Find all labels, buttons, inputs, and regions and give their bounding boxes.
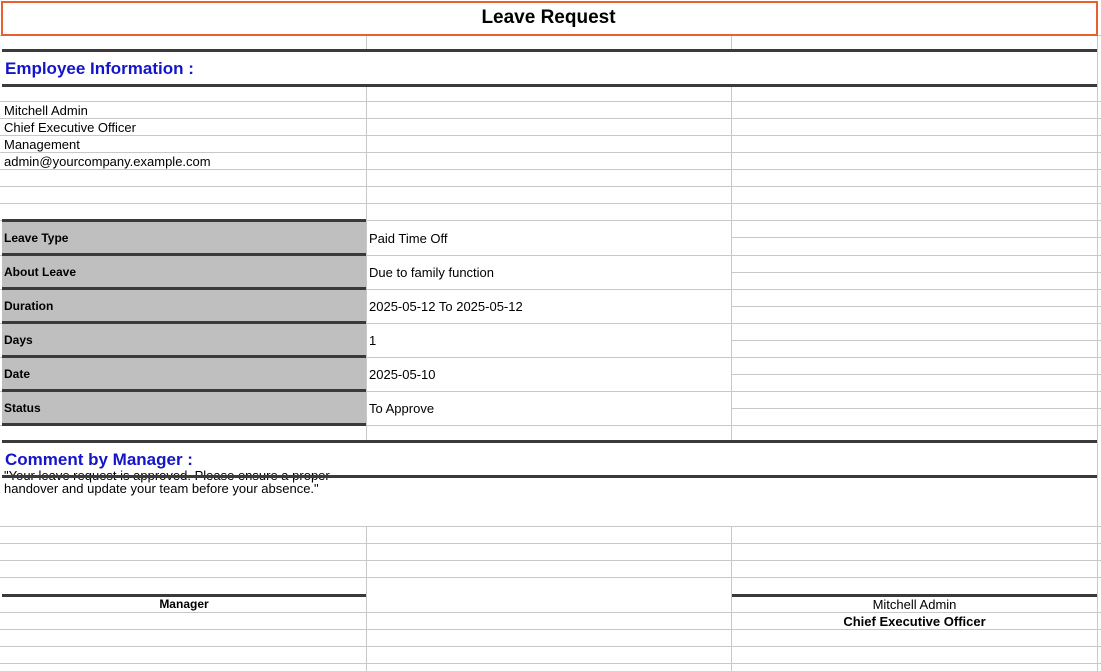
grid-line: [0, 543, 1101, 544]
signatory-name: Mitchell Admin: [872, 597, 957, 612]
grid-line: [732, 408, 1101, 409]
page-title: Leave Request: [481, 7, 616, 28]
about-leave-label: About Leave: [4, 265, 77, 279]
grid-line: [731, 86, 732, 441]
employee-job-title: Chief Executive Officer: [4, 120, 136, 135]
days-value: 1: [369, 333, 377, 348]
grid-line: [0, 203, 1101, 204]
label-cell-fill: [2, 392, 366, 425]
grid-line: [0, 577, 1101, 578]
employee-info-heading: Employee Information :: [5, 59, 194, 78]
grid-line: [732, 272, 1101, 273]
table-rule: [2, 321, 366, 324]
grid-line: [732, 306, 1101, 307]
duration-value: 2025-05-12 To 2025-05-12: [369, 299, 523, 314]
grid-line: [366, 526, 367, 671]
status-label: Status: [4, 401, 41, 415]
grid-line: [0, 646, 1101, 647]
days-label: Days: [4, 333, 33, 347]
label-cell-fill: [2, 290, 366, 323]
grid-line: [732, 237, 1101, 238]
table-rule: [2, 219, 366, 222]
status-value: To Approve: [369, 401, 435, 416]
manager-signature-label: Manager: [159, 597, 209, 611]
grid-line: [732, 340, 1101, 341]
label-cell-fill: [2, 358, 366, 391]
about-leave-value: Due to family function: [369, 265, 495, 280]
leave-type-value: Paid Time Off: [369, 231, 448, 246]
employee-department: Management: [4, 137, 80, 152]
employee-name: Mitchell Admin: [4, 103, 88, 118]
grid-line: [0, 526, 1101, 527]
comment-line: handover and update your team before your absence.": [4, 481, 319, 496]
comment-cell: [2, 478, 1097, 526]
duration-label: Duration: [4, 299, 54, 313]
date-value: 2025-05-10: [369, 367, 436, 382]
grid-line: [0, 101, 1101, 102]
table-rule: [2, 287, 366, 290]
grid-line: [0, 118, 1101, 119]
table-rule: [2, 423, 366, 426]
grid-line: [0, 186, 1101, 187]
grid-line: [0, 560, 1101, 561]
section-rule: [2, 84, 1097, 87]
grid-line: [0, 135, 1101, 136]
manager-comment-heading: Comment by Manager :: [5, 450, 193, 469]
table-rule: [2, 253, 366, 256]
grid-line: [366, 86, 367, 441]
table-rule: [2, 355, 366, 358]
signatory-job-title: Chief Executive Officer: [843, 614, 986, 629]
employee-email: admin@yourcompany.example.com: [4, 154, 211, 169]
table-rule: [2, 389, 366, 392]
section-rule: [2, 475, 1097, 478]
label-cell-fill: [2, 324, 366, 357]
grid-line: [732, 374, 1101, 375]
grid-line: [0, 663, 1101, 664]
grid-line: [1097, 35, 1098, 671]
date-label: Date: [4, 367, 31, 381]
leave-type-label: Leave Type: [4, 231, 69, 245]
